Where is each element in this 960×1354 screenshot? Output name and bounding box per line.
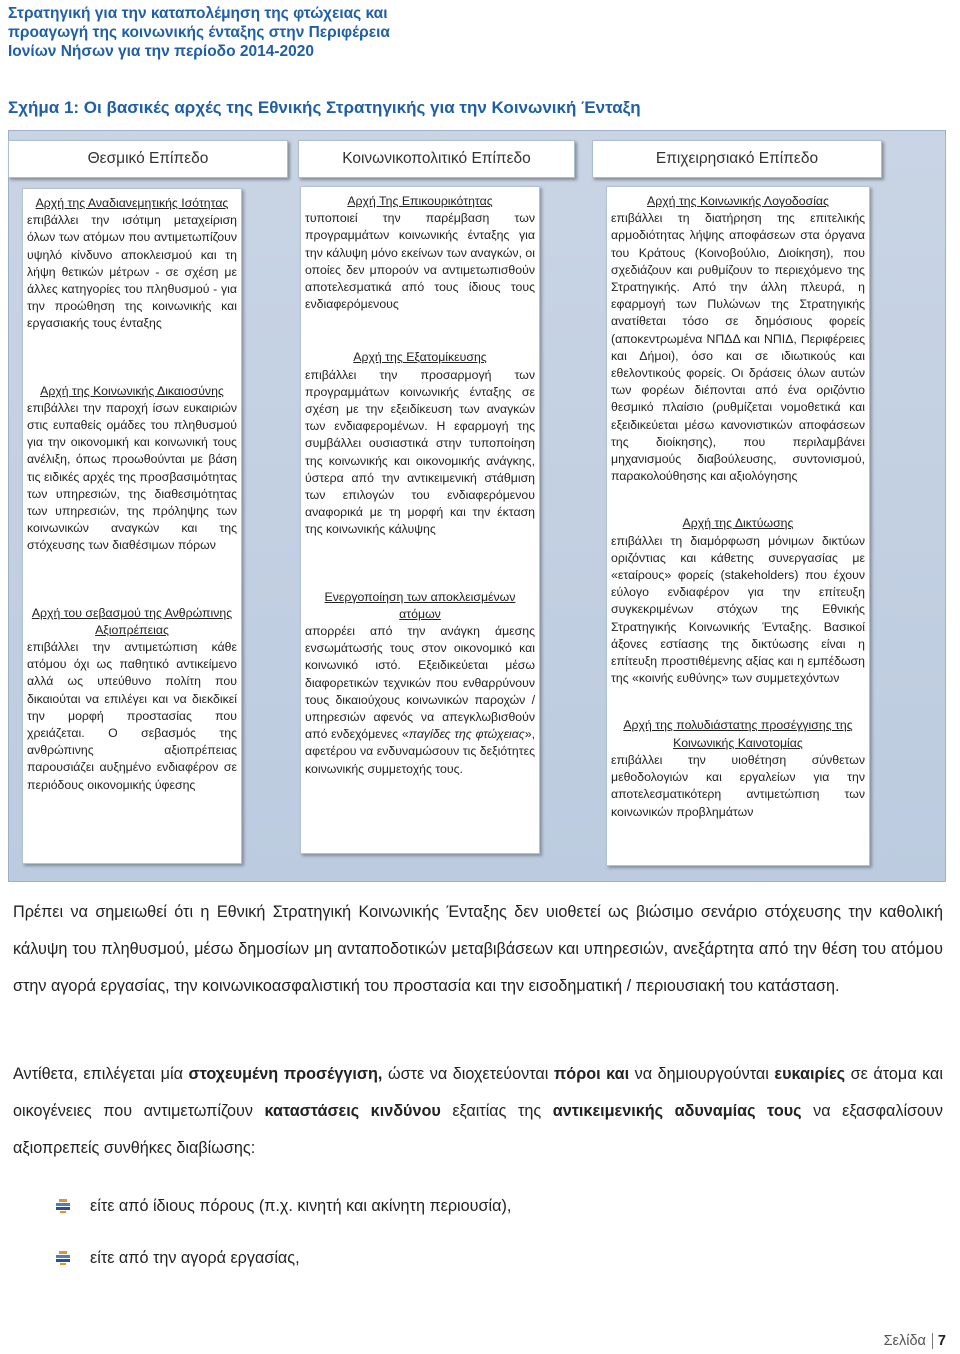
page-label: Σελίδα bbox=[883, 1333, 926, 1349]
column-header-institutional: Θεσμικό Επίπεδο bbox=[8, 140, 288, 178]
principle-text: επιβάλλει τη διαμόρφωση μόνιμων δικτύων οριζόντιας και κάθετης συνεργασίας με «εταίρους» φορείς (stakeholders) που έχουν εύλογο ενδιαφέρον για την επίτευξη συγκεκριμένων στόχων της Εθνικής Στρατηγικής Κοινωνικής Ένταξης. Βασικοί άξονες εστίασης της δικτύωσης είναι η επίτευξη προστιθέμενης αξίας και η εμπέδωση της «κοινής ευθύνης» των συμμετεχόντων bbox=[611, 533, 865, 686]
divider bbox=[932, 1333, 933, 1349]
column-header-operational: Επιχειρησιακό Επίπεδο bbox=[592, 140, 882, 178]
principle-text: επιβάλλει την ισότιμη μεταχείριση όλων των ατόμων που αντιμετωπίζουν υψηλό κίνδυνο αποκλεισμού και τη λήψη θετικών μέτρων - σε σχέση με άλλες κατηγορίες του πληθυσμού - για την προώθηση της κοινωνικής και εργασιακής τους ένταξης bbox=[27, 213, 237, 331]
figure-title: Σχήμα 1: Οι βασικές αρχές της Εθνικής Στρατηγικής για την Κοινωνική Ένταξη bbox=[8, 98, 641, 117]
bullet-list bbox=[56, 1180, 511, 1284]
list-item: είτε από ίδιους πόρους (π.χ. κινητή και ακίνητη περιουσία), bbox=[56, 1180, 511, 1232]
principle-text: επιβάλλει τη διατήρηση της επιτελικής αρμοδιότητας λήψης αποφάσεων στα όργανα του Κράτους (Κοινοβούλιο, Διοίκηση), που σχεδιάζουν και ρυθμίζουν το περιεχόμενο της Στρατηγικής. Από την άλλη πλευρά, η εφαρμογή των Πυλώνων της Στρατηγικής ανατίθεται τόσο σε δημόσιους φορείς (αποκεντρωμένα ΝΠΔΔ και ΝΠΙΔ, Περιφέρειες και Δήμοι), όσο και σε ιδιωτικούς και εθελοντικούς φορείς. Οι δράσεις όλων αυτών των φορέων διέπονται από ένα οριζόντιο θεσμικό πλαίσιο (ρυθμίζεται νομοθετικά και εξειδικεύεται μέσω κανονιστικών αποφάσεων της διοίκησης), που περιλαμβάνει μηχανισμούς διαβούλευσης, συντονισμού, παρακολούθησης και αξιολόγησης bbox=[611, 211, 865, 484]
principle-text: επιβάλλει την υιοθέτηση σύνθετων μεθοδολογιών και εργαλείων για την αποτελεσματικότερη αντιμετώπιση των κοινωνικών προβλημάτων bbox=[611, 752, 865, 819]
column-institutional bbox=[22, 188, 242, 864]
bullet-icon bbox=[56, 1251, 70, 1265]
principle-title: Αρχή Της Επικουρικότητας bbox=[347, 194, 493, 208]
principle-title: Αρχή της Αναδιανεμητικής Ισότητας bbox=[35, 196, 229, 210]
running-header bbox=[8, 4, 428, 61]
paragraph-1: Πρέπει να σημειωθεί ότι η Εθνική Στρατηγική Κοινωνικής Ένταξης δεν υιοθετεί ως βιώσιμο σενάριο στόχευσης την καθολική κάλυψη του πληθυσμού, μέσω δημοσίων μη ανταποδοτικών μεταβιβάσεων και υπηρεσιών, ανεξάρτητα από την θέση του ατόμου στην αγορά εργασίας, την κοινωνικοασφαλιστική του προστασία και την εισοδηματική / περιουσιακή του κατάσταση. bbox=[13, 903, 943, 995]
principle-text: απορρέει από την ανάγκη άμεσης ενσωμάτωσής τους στον οικονομικό και κοινωνικό ιστό. Εξειδικεύεται μέσω διαφορετικών τεχνικών που ενθαρρύνουν τους δικαιούχους κοινωνικών παροχών / υπηρεσιών αφενός να απεγκλωβισθούν από ενδεχόμενες «παγίδες της φτώχειας», αφετέρου να ενδυναμώσουν τις δεξιότητες κοινωνικής συμμετοχής τους. bbox=[305, 624, 535, 776]
bullet-icon bbox=[56, 1199, 70, 1213]
header-line-3: Ιονίων Νήσων για την περίοδο 2014-2020 bbox=[8, 43, 314, 60]
principle-text: επιβάλλει την παροχή ίσων ευκαιριών στις ευπαθείς ομάδες του πληθυσμού για την οικονομική και κοινωνική τους ανέλιξη, όπως προωθούνται με βάση τις ειδικές αρχές της προσβασιμότητας των υπηρεσιών, της διαθεσιμότητας των υπηρεσιών, της πρόληψης των κοινωνικών αναγκών και της στόχευσης των διαθέσιμων πόρων bbox=[27, 400, 237, 553]
header-line-1: Στρατηγική για την καταπολέμηση της φτώχειας και bbox=[8, 5, 388, 22]
principle-title: Αρχή του σεβασμού της Ανθρώπινης Αξιοπρέπειας bbox=[31, 605, 233, 637]
principle-title: Ενεργοποίηση των αποκλεισμένων ατόμων bbox=[324, 589, 516, 621]
column-sociopolitical bbox=[300, 186, 540, 854]
principle-text: επιβάλλει την προσαρμογή των προγραμμάτων κοινωνικής ένταξης σε σχέση με την εξειδίκευση των αναγκών των ενδιαφερομένων. Η εφαρμογή της συμβάλλει ουσιαστικά στην τυποποίηση της κοινωνικής και οικονομικής ανάγκης, ύστερα από την αντικειμενική στάθμιση των επιλογών του ενδιαφερόμενου αναφορικά με τη μορφή και την έκταση της κοινωνικής κάλυψης bbox=[305, 367, 535, 537]
principle-title: Αρχή της πολυδιάστατης προσέγγισης της Κοινωνικής Καινοτομίας bbox=[623, 718, 853, 750]
header-line-2: προαγωγή της κοινωνικής ένταξης στην Περιφέρεια bbox=[8, 24, 390, 41]
principle-text: τυποποιεί την παρέμβαση των προγραμμάτων κοινωνικής ένταξης για την κάλυψη μόνο εκείνων των αναγκών, οι οποίες δεν μπορούν να αντιμετωπισθούν αποτελεσματικά από τους ίδιους τους ενδιαφερόμενους bbox=[305, 211, 535, 312]
principle-title: Αρχή της Κοινωνικής Δικαιοσύνης bbox=[40, 383, 224, 398]
principle-title: Αρχή της Εξατομίκευσης bbox=[353, 350, 487, 365]
principle-text: επιβάλλει την αντιμετώπιση κάθε ατόμου όχι ως παθητικό αντικείμενο αλλά ως υπεύθυνο πολίτη που δικαιούται να επιλέγει και να διεκδικεί την μορφή προστασίας που χρειάζεται. Ο σεβασμός της ανθρώπινης αξιοπρέπειας παρουσιάζει αυξημένο ενδιαφέρον σε περιόδους οικονομικής ύφεσης bbox=[27, 640, 237, 792]
page-footer bbox=[884, 1333, 946, 1349]
column-header-sociopolitical: Κοινωνικοπολιτικό Επίπεδο bbox=[298, 140, 575, 178]
principle-title: Αρχή της Δικτύωσης bbox=[682, 516, 794, 531]
paragraph-2: Αντίθετα, επιλέγεται μία στοχευμένη προσέγγιση, ώστε να διοχετεύονται πόροι και να δημιουργούνται ευκαιρίες σε άτομα και οικογένειες που αντιμετωπίζουν καταστάσεις κινδύνου εξαιτίας της αντικειμενικής αδυναμίας τους να εξασφαλίσουν αξιοπρεπείς συνθήκες διαβίωσης: bbox=[13, 1065, 944, 1157]
page-number: 7 bbox=[937, 1333, 946, 1349]
column-operational bbox=[606, 186, 870, 866]
list-item: είτε από την αγορά εργασίας, bbox=[56, 1232, 511, 1284]
principle-title: Αρχή της Κοινωνικής Λογοδοσίας bbox=[647, 194, 829, 208]
